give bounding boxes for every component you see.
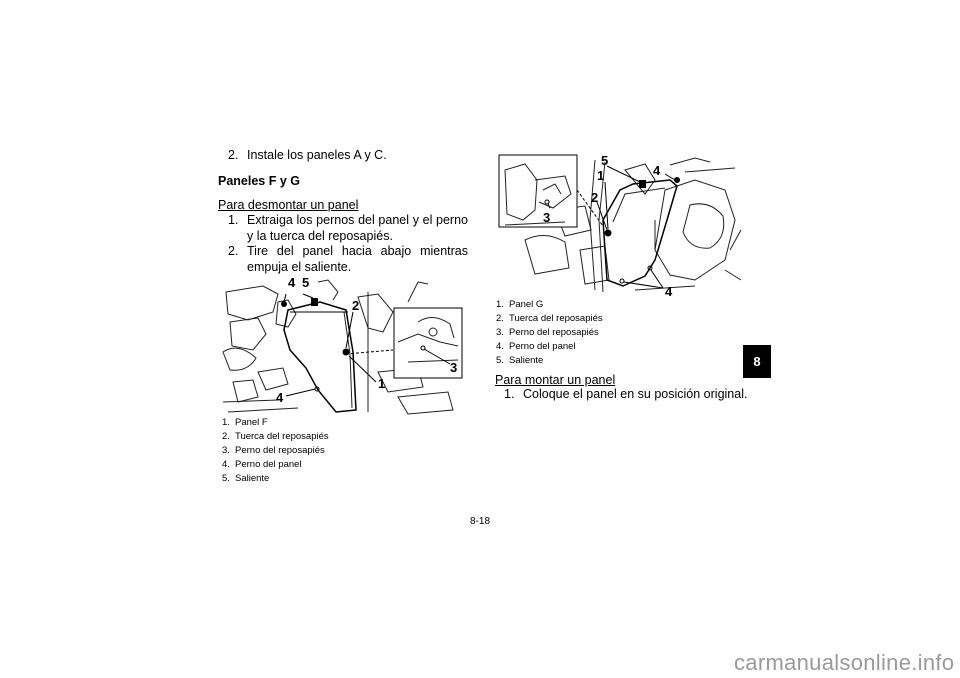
step-text: Instale los paneles A y C. <box>247 148 387 162</box>
step-number: 2. <box>228 148 239 162</box>
step-text: Tire del panel hacia abajo mientras empuja el saliente. <box>247 244 468 274</box>
callout-1: 1 <box>378 376 386 391</box>
callout-3: 3 <box>450 360 458 375</box>
section-title: Paneles F y G <box>218 174 300 188</box>
watermark: carmanualsonline.info <box>734 650 955 675</box>
remove-step-2 <box>228 243 468 275</box>
callout-5: 5 <box>601 153 609 168</box>
step-number: 1. <box>228 213 239 227</box>
remove-step-1 <box>228 212 468 244</box>
callout-2: 2 <box>352 298 360 313</box>
callout-4-bottom: 4 <box>276 390 284 405</box>
callout-4-top: 4 <box>288 275 296 290</box>
legend-item: 4. Perno del panel <box>496 341 576 352</box>
step-text: Extraiga los pernos del panel y el perno y la tuerca del reposapiés. <box>247 213 468 243</box>
legend-item: 3. Perno del reposapiés <box>496 327 599 338</box>
page-number: 8-18 <box>470 516 491 527</box>
install-heading: Para montar un panel <box>495 373 616 387</box>
callout-5: 5 <box>302 275 310 290</box>
legend-item: 4. Perno del panel <box>222 459 302 470</box>
callout-4-bottom: 4 <box>665 284 673 299</box>
legend-item: 5. Saliente <box>222 473 270 484</box>
callout-4-top: 4 <box>653 163 661 178</box>
figure-f-drawing <box>223 280 462 414</box>
callout-3: 3 <box>543 210 551 225</box>
legend-item: 2. Tuerca del reposapiés <box>222 431 329 442</box>
legend-figure-g <box>496 298 696 368</box>
step-number: 2. <box>228 244 239 258</box>
legend-item: 1. Panel G <box>496 299 544 310</box>
legend-item: 2. Tuerca del reposapiés <box>496 313 603 324</box>
legend-item: 3. Perno del reposapiés <box>222 445 325 456</box>
step-number: 1. <box>504 387 515 401</box>
figure-panel-g <box>495 150 743 300</box>
callout-2: 2 <box>591 190 599 205</box>
step-text: Coloque el panel en su posición original. <box>523 387 748 401</box>
remove-heading: Para desmontar un panel <box>218 198 359 212</box>
legend-item: 5. Saliente <box>496 355 544 366</box>
chapter-tab: 8 <box>743 345 771 378</box>
figure-g-drawing <box>499 155 741 292</box>
callout-1: 1 <box>597 168 605 183</box>
legend-item: 1. Panel F <box>222 417 268 428</box>
legend-figure-f <box>222 416 422 486</box>
figure-panel-f <box>218 272 468 417</box>
